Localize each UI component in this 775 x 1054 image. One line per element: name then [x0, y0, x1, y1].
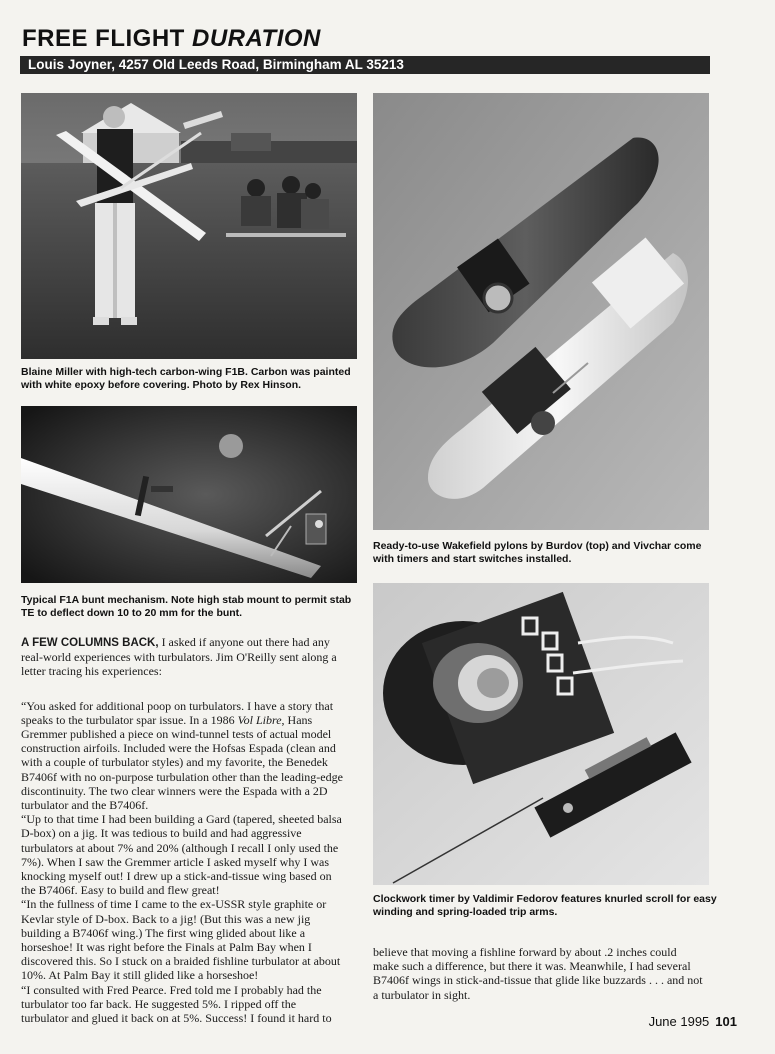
issue-date: June 1995: [648, 1014, 710, 1029]
photo-clockwork-timer: [373, 583, 709, 885]
article-paragraph-3: “In the fullness of time I came to the ex-USSR style graphite or Kevlar style of D-box. Back to a jig! (But this was a new jig building a B7406f wing.) The first wing glided about like a horseshoe! It was right before the Finals at Palm Bay when I discovered this. So I stuck on a braided fishline turbulator at about 10%. At Palm Bay it still glided like a horseshoe!: [21, 897, 341, 983]
page-number: 101: [715, 1014, 737, 1029]
article-continued: believe that moving a fishline forward by about .2 inches could make such a difference, but there it was. Meanwhile, I had several B7406f wings in stick-and-tissue that glide like buzzards . . . and not a turbulator in sight.: [373, 945, 703, 1002]
caption-photo1: Blaine Miller with high-tech carbon-wing F1B. Carbon was painted with white epoxy before covering. Photo by Rex Hinson.: [21, 366, 351, 391]
page-footer: [649, 1014, 737, 1029]
article-intro: A FEW COLUMNS BACK, I asked if anyone out there had any real-world experiences with turbulators. Jim O'Reilly sent along a letter tracing his experiences:: [21, 635, 337, 679]
caption-photo4: Clockwork timer by Valdimir Fedorov features knurled scroll for easy winding and spring-loaded trip arms.: [373, 893, 717, 918]
lead-in: A FEW COLUMNS BACK,: [21, 637, 159, 649]
article-paragraph-2: “Up to that time I had been building a Gard (tapered, sheeted balsa D-box) on a jig. It was tedious to build and had aggressive turbulators at about 7% and 20% (although I recall I only used the 7%). When I saw the Gremmer article I asked myself why I was knocking myself out! I drew up a stick-and-tissue wing based on the B7406f. Easy to build and flew great!: [21, 812, 342, 898]
photo-wakefield-pylons: [373, 93, 709, 530]
photo-bunt-mechanism: [21, 406, 357, 583]
article-paragraph-4: “I consulted with Fred Pearce. Fred told me I probably had the turbulator too far back. He suggested 5%. I ripped off the turbulator and glued it back on at 5%. Success! I found it hard to: [21, 982, 332, 1026]
byline: Louis Joyner, 4257 Old Leeds Road, Birmingham AL 35213: [28, 57, 404, 72]
byline-bar: [20, 56, 710, 74]
caption-photo2: Typical F1A bunt mechanism. Note high stab mount to permit stab TE to deflect down 10 to 20 mm for the bunt.: [21, 594, 352, 619]
article-column-right: [373, 945, 703, 1002]
caption-photo3: Ready-to-use Wakefield pylons by Burdov (top) and Vivchar come with timers and start switches installed.: [373, 540, 702, 565]
page-title: FREE FLIGHT DURATION: [22, 25, 321, 52]
article-column-left: [21, 635, 346, 1025]
photo-f1b-flyer: [21, 93, 357, 359]
article-paragraph-1: “You asked for additional poop on turbulators. I have a story that speaks to the turbulator spar issue. In a 1986 Vol Libre, Hans Gremmer published a piece on wind-tunnel tests of actual model construction airfoils. Included were the Hofsas Espada (clean and with a couple of turbulator styles) and my favorite, the Benedek B7406f with no on-purpose turbulation other than the leading-edge discontinuity. The two clear winners were the Espada with a 2D turbulator and the B7406f.: [21, 698, 343, 813]
